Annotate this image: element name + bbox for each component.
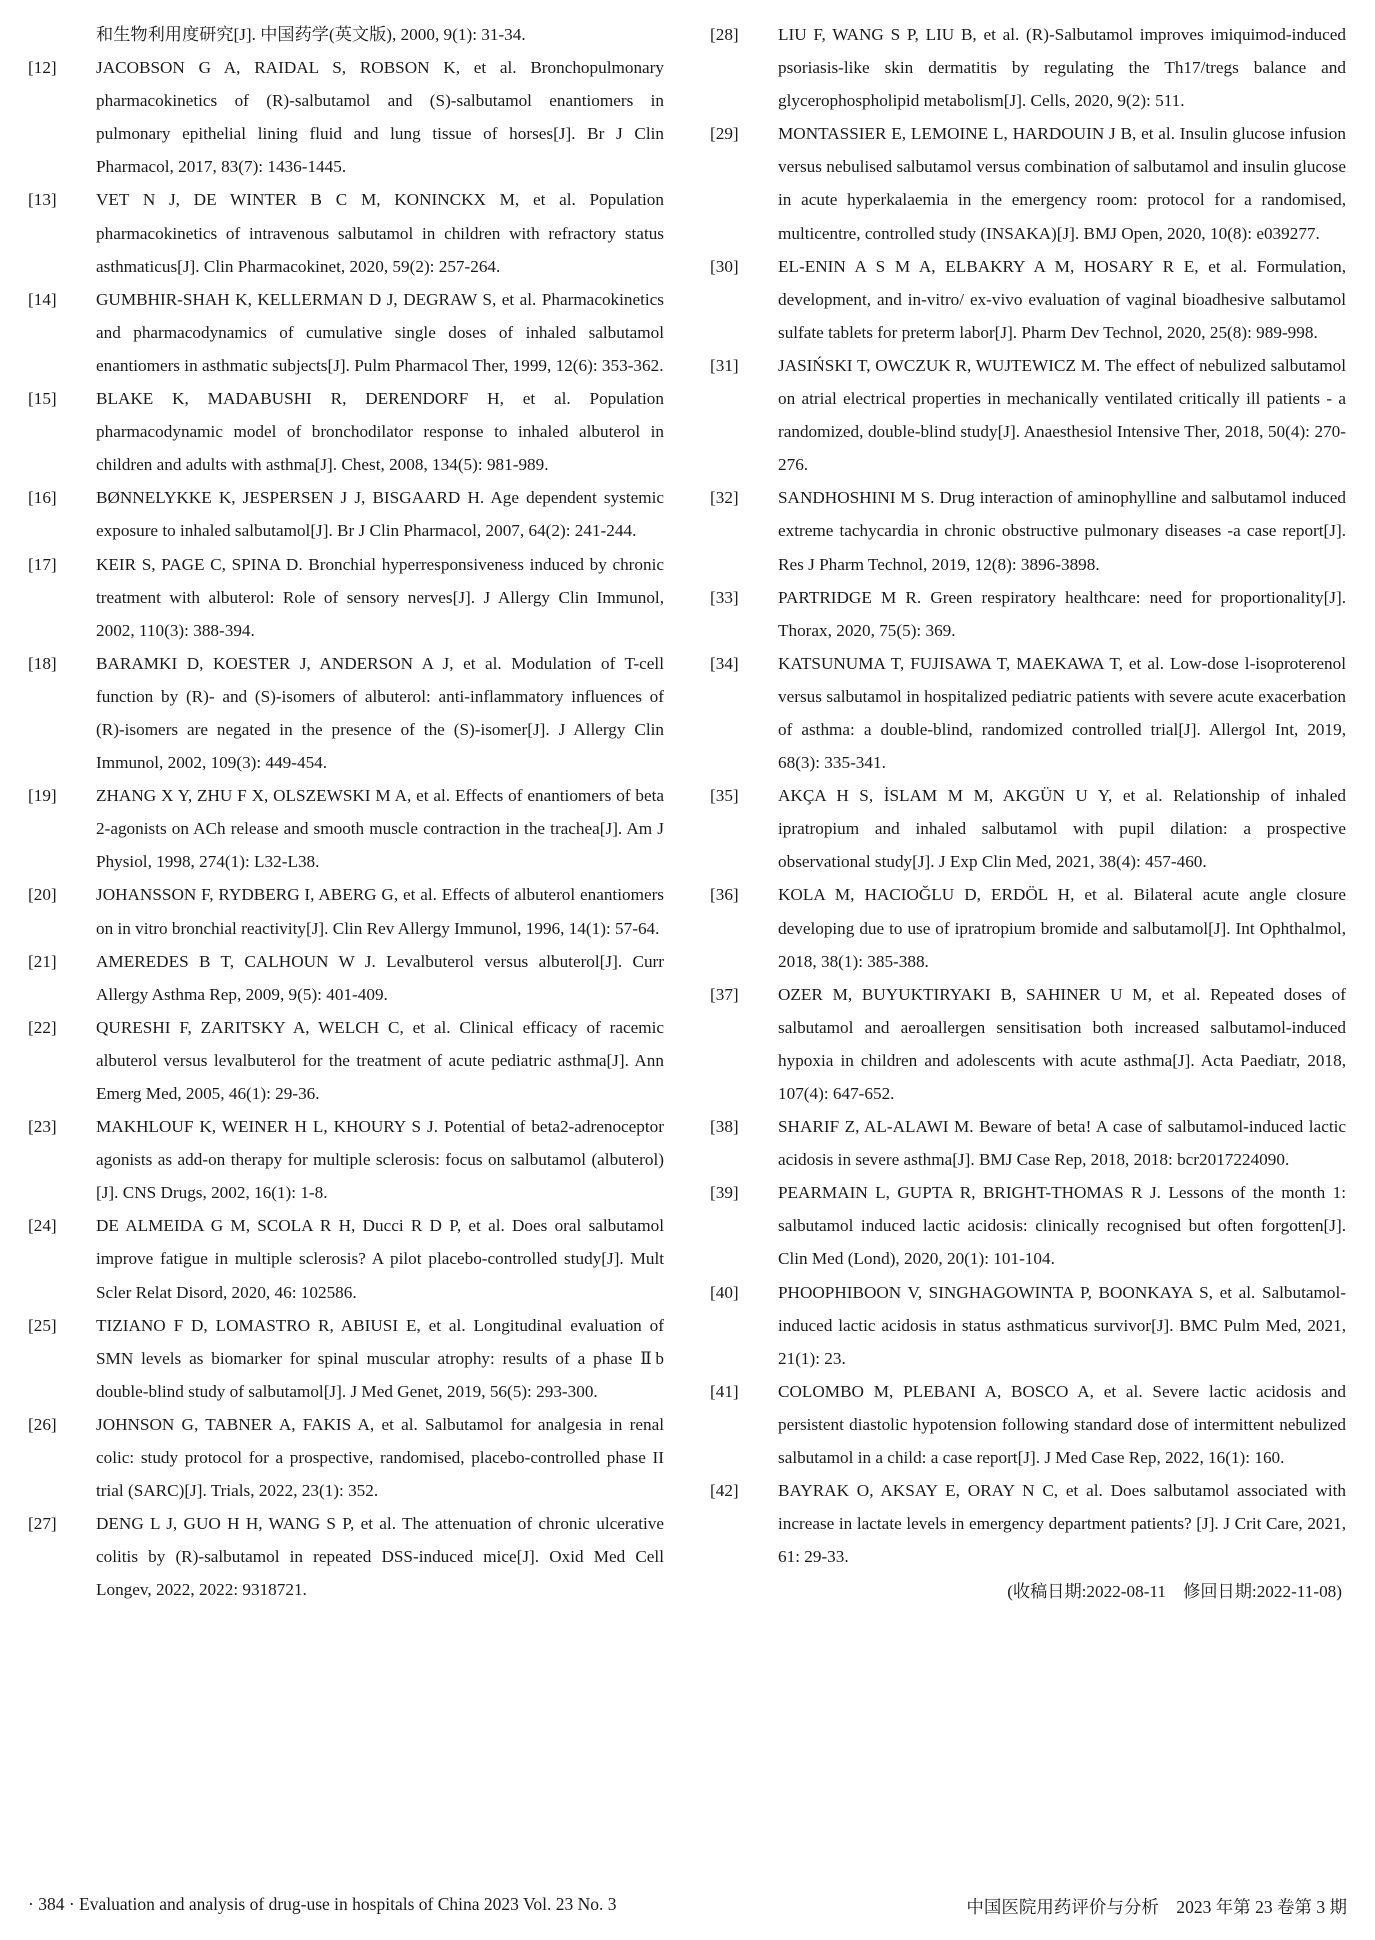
reference-text: KEIR S, PAGE C, SPINA D. Bronchial hyperresponsiveness induced by chronic treatment with albuterol: Role of sensory nerves[J]. J Allergy Clin Immunol, 2002, 110(3): 388-394. bbox=[96, 554, 664, 640]
reference-number: [30] bbox=[710, 256, 739, 276]
reference-text: AMEREDES B T, CALHOUN W J. Levalbuterol versus albuterol[J]. Curr Allergy Asthma Rep, 2009, 9(5): 401-409. bbox=[96, 951, 664, 1004]
reference-number: [12] bbox=[28, 58, 57, 78]
reference-text: SHARIF Z, AL-ALAWI M. Beware of beta! A case of salbutamol-induced lactic acidosis in severe asthma[J]. BMJ Case Rep, 2018, 2018: bcr2017224090. bbox=[778, 1117, 1346, 1170]
reference-text: PEARMAIN L, GUPTA R, BRIGHT-THOMAS R J. Lessons of the month 1: salbutamol induced lactic acidosis: clinically recognised but often forgotten[J]. Clin Med (Lond), 2020, 20(1): 101-104. bbox=[778, 1183, 1346, 1269]
received-revised-dates: (收稿日期:2022-08-11 修回日期:2022-11-08) bbox=[1007, 1582, 1342, 1602]
reference-number: [24] bbox=[28, 1216, 57, 1236]
reference-item bbox=[28, 1507, 664, 1606]
reference-item bbox=[710, 1276, 1346, 1375]
reference-item bbox=[710, 647, 1346, 779]
reference-text: TIZIANO F D, LOMASTRO R, ABIUSI E, et al. Longitudinal evaluation of SMN levels as biomarker for spinal muscular atrophy: results of a phase Ⅱb double-blind study of salbutamol[J]. J Med Genet, 2019, 56(5): 293-300. bbox=[96, 1315, 664, 1401]
reference-text: QURESHI F, ZARITSKY A, WELCH C, et al. Clinical efficacy of racemic albuterol versus levalbuterol for the treatment of acute pediatric asthma[J]. Ann Emerg Med, 2005, 46(1): 29-36. bbox=[96, 1017, 664, 1103]
reference-item bbox=[710, 581, 1346, 647]
reference-text: COLOMBO M, PLEBANI A, BOSCO A, et al. Severe lactic acidosis and persistent diastolic hypotension following standard dose of intermittent nebulized salbutamol in a child: a case report[J]. J Med Case Rep, 2022, 16(1): 160. bbox=[778, 1381, 1346, 1468]
reference-number: [22] bbox=[28, 1017, 57, 1037]
reference-item bbox=[28, 1110, 664, 1209]
reference-item bbox=[710, 779, 1346, 878]
reference-number: [20] bbox=[28, 885, 57, 905]
reference-item bbox=[28, 382, 664, 481]
reference-number: [26] bbox=[28, 1414, 57, 1434]
right-column bbox=[710, 18, 1346, 1609]
left-column bbox=[28, 18, 664, 1607]
reference-number: [33] bbox=[710, 587, 739, 607]
reference-number: [29] bbox=[710, 124, 739, 144]
reference-item bbox=[710, 481, 1346, 580]
reference-item bbox=[710, 349, 1346, 481]
reference-item bbox=[28, 183, 664, 282]
reference-text: JACOBSON G A, RAIDAL S, ROBSON K, et al. Bronchopulmonary pharmacokinetics of (R)-salbutamol and (S)-salbutamol enantiomers in pulmonary epithelial lining fluid and lung tissue of horses[J]. Br J Clin Pharmacol, 2017, 83(7): 1436-1445. bbox=[96, 58, 664, 177]
reference-text: SANDHOSHINI M S. Drug interaction of aminophylline and salbutamol induced extreme tachycardia in chronic obstructive pulmonary diseases -a case report[J]. Res J Pharm Technol, 2019, 12(8): 3896-3898. bbox=[778, 488, 1346, 574]
reference-item bbox=[28, 647, 664, 779]
reference-item bbox=[710, 18, 1346, 117]
reference-text: MONTASSIER E, LEMOINE L, HARDOUIN J B, et al. Insulin glucose infusion versus nebulised salbutamol versus combination of salbutamol and insulin glucose in acute hyperkalaemia in the emergency room: protocol for a randomised, multicentre, controlled study (INSAKA)[J]. BMJ Open, 2020, 10(8): e039277. bbox=[778, 124, 1346, 243]
reference-item bbox=[28, 1011, 664, 1110]
footer-left: · 384 · Evaluation and analysis of drug-use in hospitals of China 2023 Vol. 23 No. 3 bbox=[28, 1894, 617, 1914]
reference-text: PHOOPHIBOON V, SINGHAGOWINTA P, BOONKAYA S, et al. Salbutamol-induced lactic acidosis in status asthmaticus survivor[J]. BMC Pulm Med, 2021, 21(1): 23. bbox=[778, 1282, 1346, 1368]
reference-number: [37] bbox=[710, 984, 739, 1004]
reference-text: JOHANSSON F, RYDBERG I, ABERG G, et al. Effects of albuterol enantiomers on in vitro bronchial reactivity[J]. Clin Rev Allergy Immunol, 1996, 14(1): 57-64. bbox=[96, 885, 664, 938]
reference-text: DE ALMEIDA G M, SCOLA R H, Ducci R D P, et al. Does oral salbutamol improve fatigue in multiple sclerosis? A pilot placebo-controlled study[J]. Mult Scler Relat Disord, 2020, 46: 102586. bbox=[96, 1216, 664, 1302]
footer-right: 中国医院用药评价与分析 2023 年第 23 卷第 3 期 bbox=[966, 1897, 1347, 1917]
reference-text: LIU F, WANG S P, LIU B, et al. (R)-Salbutamol improves imiquimod-induced psoriasis-like skin dermatitis by regulating the Th17/tregs balance and glycerophospholipid metabolism[J]. Cells, 2020, 9(2): 511. bbox=[778, 25, 1346, 111]
reference-item bbox=[710, 978, 1346, 1110]
reference-text: KOLA M, HACIOĞLU D, ERDÖL H, et al. Bilateral acute angle closure developing due to use of ipratropium bromide and salbutamol[J]. Int Ophthalmol, 2018, 38(1): 385-388. bbox=[778, 885, 1346, 971]
reference-number: [14] bbox=[28, 289, 57, 309]
reference-text: BØNNELYKKE K, JESPERSEN J J, BISGAARD H. Age dependent systemic exposure to inhaled salbutamol[J]. Br J Clin Pharmacol, 2007, 64(2): 241-244. bbox=[96, 488, 664, 541]
reference-continuation: 和生物利用度研究[J]. 中国药学(英文版), 2000, 9(1): 31-34. bbox=[96, 25, 526, 44]
reference-item bbox=[28, 548, 664, 647]
reference-number: [19] bbox=[28, 786, 57, 806]
reference-item bbox=[28, 1408, 664, 1507]
reference-text: BLAKE K, MADABUSHI R, DERENDORF H, et al. Population pharmacodynamic model of bronchodilator response to inhaled albuterol in children and adults with asthma[J]. Chest, 2008, 134(5): 981-989. bbox=[96, 389, 664, 475]
reference-number: [42] bbox=[710, 1481, 739, 1501]
reference-text: JASIŃSKI T, OWCZUK R, WUJTEWICZ M. The effect of nebulized salbutamol on atrial electrical properties in mechanically ventilated critically ill patients - a randomized, double-blind study[J]. Anaesthesiol Intensive Ther, 2018, 50(4): 270-276. bbox=[778, 355, 1346, 475]
reference-list-left bbox=[28, 51, 664, 1606]
reference-text: KATSUNUMA T, FUJISAWA T, MAEKAWA T, et al. Low-dose l-isoproterenol versus salbutamol in hospitalized pediatric patients with severe acute exacerbation of asthma: a double-blind, randomized controlled trial[J]. Allergol Int, 2019, 68(3): 335-341. bbox=[778, 653, 1346, 773]
reference-text: DENG L J, GUO H H, WANG S P, et al. The attenuation of chronic ulcerative colitis by (R)-salbutamol in repeated DSS-induced mice[J]. Oxid Med Cell Longev, 2022, 2022: 9318721. bbox=[96, 1514, 664, 1600]
page-footer bbox=[28, 1894, 1347, 1919]
reference-item bbox=[28, 1209, 664, 1308]
reference-item bbox=[710, 1474, 1346, 1573]
reference-number: [23] bbox=[28, 1117, 57, 1137]
reference-number: [40] bbox=[710, 1282, 739, 1302]
reference-number: [21] bbox=[28, 951, 57, 971]
reference-item bbox=[28, 779, 664, 878]
reference-number: [38] bbox=[710, 1117, 739, 1137]
reference-number: [17] bbox=[28, 554, 57, 574]
reference-number: [36] bbox=[710, 885, 739, 905]
reference-item bbox=[710, 1375, 1346, 1474]
reference-item bbox=[710, 117, 1346, 249]
reference-number: [25] bbox=[28, 1315, 57, 1335]
reference-item bbox=[28, 878, 664, 944]
reference-number: [28] bbox=[710, 25, 739, 44]
reference-number: [15] bbox=[28, 389, 57, 409]
reference-text: EL-ENIN A S M A, ELBAKRY A M, HOSARY R E, et al. Formulation, development, and in-vitro/ ex-vivo evaluation of vaginal bioadhesive salbutamol sulfate tablets for preterm labor[J]. Pharm Dev Technol, 2020, 25(8): 989-998. bbox=[778, 256, 1346, 342]
reference-list-right bbox=[710, 18, 1346, 1573]
reference-number: [41] bbox=[710, 1381, 739, 1401]
reference-item bbox=[710, 250, 1346, 349]
reference-item bbox=[28, 945, 664, 1011]
reference-text: JOHNSON G, TABNER A, FAKIS A, et al. Salbutamol for analgesia in renal colic: study protocol for a prospective, randomised, placebo-controlled phase II trial (SARC)[J]. Trials, 2022, 23(1): 352. bbox=[96, 1414, 664, 1501]
reference-number: [35] bbox=[710, 786, 739, 806]
reference-text: GUMBHIR-SHAH K, KELLERMAN D J, DEGRAW S, et al. Pharmacokinetics and pharmacodynamics of cumulative single doses of inhaled salbutamol enantiomers in asthmatic subjects[J]. Pulm Pharmacol Ther, 1999, 12(6): 353-362. bbox=[96, 289, 664, 375]
reference-text: PARTRIDGE M R. Green respiratory healthcare: need for proportionality[J]. Thorax, 2020, 75(5): 369. bbox=[778, 587, 1346, 640]
reference-number: [27] bbox=[28, 1514, 57, 1534]
reference-number: [13] bbox=[28, 190, 57, 210]
reference-item bbox=[710, 878, 1346, 977]
reference-item bbox=[710, 1176, 1346, 1275]
reference-number: [18] bbox=[28, 653, 57, 673]
reference-number: [16] bbox=[28, 488, 57, 508]
reference-text: BAYRAK O, AKSAY E, ORAY N C, et al. Does salbutamol associated with increase in lactate levels in emergency department patients? [J]. J Crit Care, 2021, 61: 29-33. bbox=[778, 1481, 1346, 1567]
reference-text: MAKHLOUF K, WEINER H L, KHOURY S J. Potential of beta2-adrenoceptor agonists as add-on therapy for multiple sclerosis: focus on salbutamol (albuterol)[J]. CNS Drugs, 2002, 16(1): 1-8. bbox=[96, 1117, 664, 1203]
reference-number: [34] bbox=[710, 653, 739, 673]
reference-number: [32] bbox=[710, 488, 739, 508]
reference-text: ZHANG X Y, ZHU F X, OLSZEWSKI M A, et al. Effects of enantiomers of beta 2-agonists on ACh release and smooth muscle contraction in the trachea[J]. Am J Physiol, 1998, 274(1): L32-L38. bbox=[96, 786, 664, 872]
reference-item bbox=[28, 1309, 664, 1408]
reference-text: BARAMKI D, KOESTER J, ANDERSON A J, et al. Modulation of T-cell function by (R)- and (S)-isomers of albuterol: anti-inflammatory influences of (R)-isomers are negated in the presence of the (S)-isomer[J]. J Allergy Clin Immunol, 2002, 109(3): 449-454. bbox=[96, 653, 664, 773]
reference-item bbox=[28, 283, 664, 382]
reference-number: [31] bbox=[710, 355, 739, 375]
reference-text: VET N J, DE WINTER B C M, KONINCKX M, et al. Population pharmacokinetics of intravenous salbutamol in children with refractory status asthmaticus[J]. Clin Pharmacokinet, 2020, 59(2): 257-264. bbox=[96, 190, 664, 276]
reference-item bbox=[28, 51, 664, 183]
reference-number: [39] bbox=[710, 1183, 739, 1203]
reference-item bbox=[710, 1110, 1346, 1176]
reference-text: AKÇA H S, İSLAM M M, AKGÜN U Y, et al. Relationship of inhaled ipratropium and inhaled salbutamol with pupil dilation: a prospective observational study[J]. J Exp Clin Med, 2021, 38(4): 457-460. bbox=[778, 786, 1346, 872]
reference-text: OZER M, BUYUKTIRYAKI B, SAHINER U M, et al. Repeated doses of salbutamol and aeroallergen sensitisation both increased salbutamol-induced hypoxia in children and adolescents with acute asthma[J]. Acta Paediatr, 2018, 107(4): 647-652. bbox=[778, 984, 1346, 1103]
reference-item bbox=[28, 481, 664, 547]
